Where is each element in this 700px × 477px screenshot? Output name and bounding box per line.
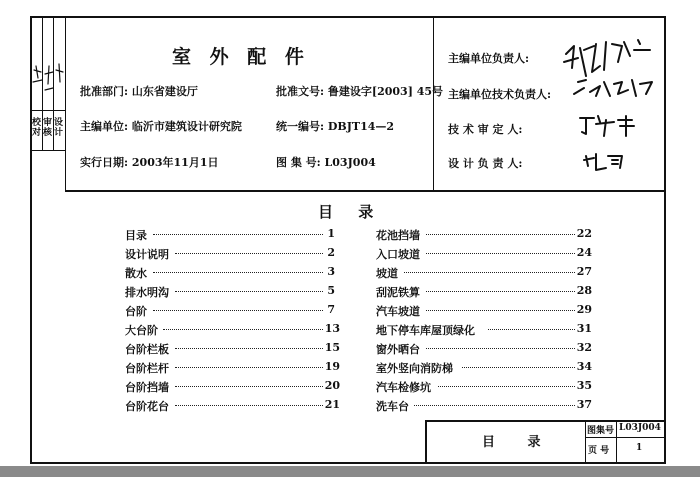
toc-item[interactable]: 刮泥铁算 28 [376, 284, 592, 299]
implementation-date: 实行日期: 2003年11月1日 [80, 156, 219, 169]
approval-doc: 批准文号: 鲁建设字[2003] 45号 [276, 85, 444, 98]
atlas-number: 图 集 号: L03J004 [276, 156, 376, 169]
toc-item[interactable]: 大台阶 13 [125, 322, 340, 337]
signature-4 [582, 148, 632, 174]
header-bottom-line [65, 190, 665, 192]
side-signature-marks [31, 60, 65, 108]
toc-item[interactable]: 台阶栏板 15 [125, 341, 340, 356]
frame-inner-left [65, 16, 66, 192]
page-title: 室 外 配 件 [172, 46, 310, 68]
toc-item[interactable]: 排水明沟 5 [125, 284, 335, 299]
approval-dept: 批准部门: 山东省建设厅 [80, 85, 198, 98]
frame-right [664, 16, 666, 464]
toc-item[interactable]: 花池挡墙 22 [376, 227, 592, 242]
toc-item[interactable]: 汽车坡道 29 [376, 303, 592, 318]
toc-item[interactable]: 台阶 7 [125, 303, 335, 318]
side-label-review: 审核 [43, 118, 53, 138]
side-label-design: 设计 [54, 118, 64, 138]
toc-item[interactable]: 目录 1 [125, 227, 335, 242]
bottom-scan-band [0, 466, 700, 477]
toc-item[interactable]: 散水 3 [125, 265, 335, 280]
toc-item[interactable]: 入口坡道 24 [376, 246, 592, 261]
role-tech-reviewer: 技 术 审 定 人: [448, 123, 523, 136]
atlas-no-value: L03J004 [619, 423, 661, 433]
role-chief-unit-head: 主编单位负责人: [448, 52, 530, 65]
chief-unit: 主编单位: 临沂市建筑设计研究院 [80, 120, 242, 133]
side-label-proofread: 校对 [32, 118, 42, 138]
toc-item[interactable]: 台阶花台 21 [125, 398, 340, 413]
role-chief-tech-head: 主编单位技术负责人: [448, 88, 552, 101]
title-block-name: 目 录 [482, 435, 555, 450]
atlas-no-label: 图集号 [587, 426, 615, 436]
role-design-head: 设 计 负 责 人: [448, 157, 523, 170]
toc-item[interactable]: 窗外晒台 32 [376, 341, 592, 356]
toc-item[interactable]: 设计说明 2 [125, 246, 335, 261]
frame-top [30, 16, 666, 18]
toc-item[interactable]: 洗车台 37 [376, 398, 592, 413]
toc-item[interactable]: 坡道 27 [376, 265, 592, 280]
signature-3 [576, 110, 646, 138]
unified-number: 统一编号: DBJT14—2 [276, 120, 395, 133]
toc-title: 目 录 [318, 203, 384, 221]
toc-item[interactable]: 台阶栏杆 19 [125, 360, 340, 375]
page-no-label: 页 号 [588, 446, 610, 456]
toc-item[interactable]: 室外竖向消防梯 34 [376, 360, 592, 375]
toc-item[interactable]: 汽车检修坑 35 [376, 379, 592, 394]
page-no-value: 1 [636, 443, 643, 453]
signature-2 [570, 74, 660, 102]
toc-item[interactable]: 地下停车库屋顶绿化 31 [376, 322, 592, 337]
header-divider [433, 16, 434, 191]
frame-bottom [30, 462, 666, 464]
toc-item[interactable]: 台阶挡墙 20 [125, 379, 340, 394]
